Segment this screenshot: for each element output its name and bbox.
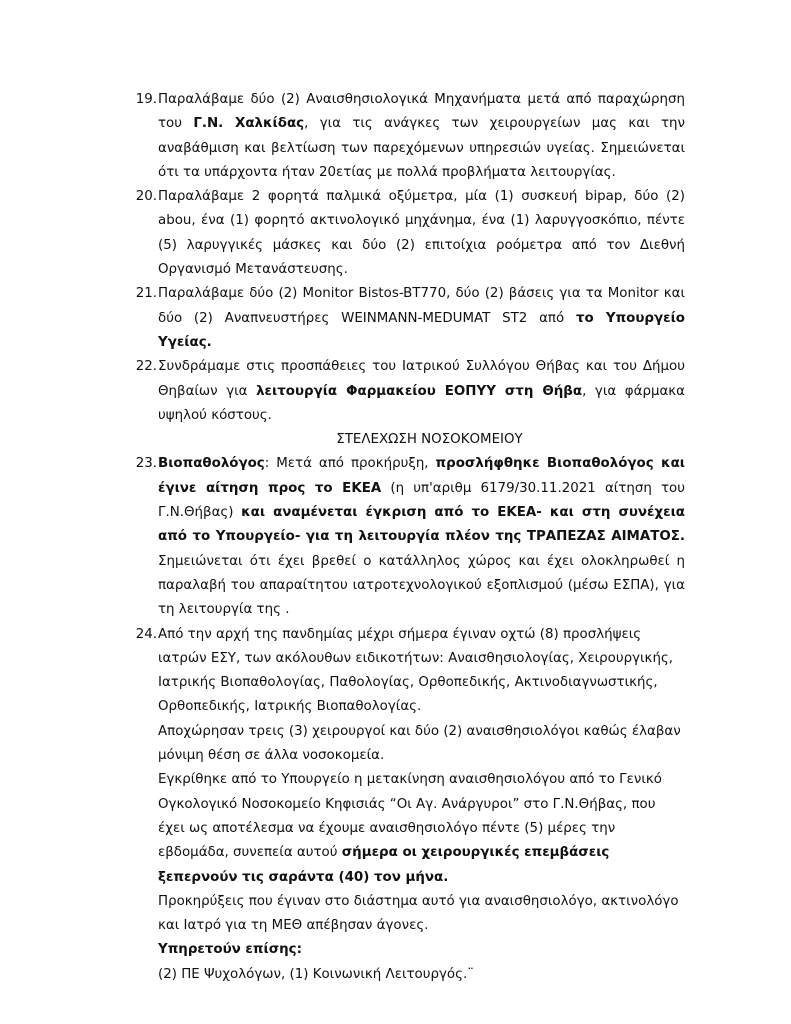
- text-run: Παραλάβαμε δύο (2) Monitor Bistos-BT770, δύο (2) βάσεις για τα Monitor και δύο (2) Αναπνευστήρες WEINMANN-MEDUMAT ST2 από: [158, 286, 685, 326]
- text-run: Προκηρύξεις που έγιναν στο διάστημα αυτό για αναισθησιολόγο, ακτινολόγο και Ιατρό για τη ΜΕΘ απέβησαν άγονες.: [158, 893, 679, 934]
- text-run: Παραλάβαμε δύο (2) Αναισθησιολογικά Μηχανήματα μετά από παραχώρηση του: [158, 92, 685, 132]
- item-text: [158, 452, 685, 622]
- list-item-20: [110, 185, 685, 282]
- item-number: 20.: [135, 189, 157, 205]
- bold-text-run: προσλήφθηκε Βιοπαθολόγος και έγινε αίτηση προς το ΕΚΕΑ: [158, 456, 685, 496]
- bold-text-run: σήμερα οι χειρουργικές επεμβάσεις ξεπερνούν τις σαράντα (40) τον μήνα.: [158, 845, 610, 885]
- text-run: Αποχώρησαν τρεις (3) χειρουργοί και δύο (2) αναισθησιολόγοι καθώς έλαβαν μόνιμη θέση σε άλλα νοσοκομεία.: [158, 723, 681, 764]
- bold-text-run: και αναμένεται έγκριση από το ΕΚΕΑ- και στη συνέχεια από το Υπουργείο- για τη λειτουργία πλέον της ΤΡΑΠΕΖΑΣ ΑΙΜΑΤΟΣ.: [158, 505, 685, 545]
- list-item-19: [110, 88, 685, 185]
- paragraph-announcements: [158, 890, 685, 939]
- bold-text-run: Γ.Ν. Χαλκίδας: [193, 116, 305, 132]
- document-body: [110, 88, 685, 987]
- text-run: , για τις ανάγκες των χειρουργείων μας και την αναβάθμιση και βελτίωση των παρεχόμενων υπηρεσιών υγείας. Σημειώνεται ότι τα υπάρχοντα ήταν 20ετίας με πολλά προβλήματα λειτουργίας.: [158, 116, 685, 180]
- text-run: (2) ΠΕ Ψυχολόγων, (1) Κοινωνική Λειτουργός.¨: [158, 966, 474, 982]
- list-item-22: [110, 355, 685, 428]
- text-run: : Μετά από προκήρυξη,: [264, 456, 436, 472]
- text-run: Εγκρίθηκε από το Υπουργείο η μετακίνηση αναισθησιολόγου από το Γενικό Ογκολογικό Νοσοκομείο Κηφισιάς “Οι Αγ. Ανάργυροι” στο Γ.Ν.Θήβας, που έχει ως αποτέλεσμα να έχουμε αναισθησιολόγο πέντε (5) μέρες την εβδομάδα, συνεπεία αυτού: [158, 772, 662, 861]
- text-run: Από την αρχή της πανδημίας μέχρι σήμερα έγιναν οχτώ (8) προσλήψεις ιατρών ΕΣΥ, των ακόλουθων ειδικοτήτων: Αναισθησιολογίας, Χειρουργικής, Ιατρικής Βιοπαθολογίας, Παθολογίας, Ορθοπεδικής, Ακτινοδιαγνωστικής, Ορθοπεδικής, Ιατρικής Βιοπαθολογίας.: [158, 626, 674, 715]
- item-number: 23.: [135, 456, 157, 472]
- paragraph-staff-list: [158, 963, 685, 987]
- bold-text-run: Βιοπαθολόγος: [158, 456, 265, 472]
- text-run: Παραλάβαμε 2 φορητά παλμικά οξύμετρα, μία (1) συσκευή bipap, δύο (2) abou, ένα (1) φορητό ακτινολογικό μηχάνημα, ένα (1) λαρυγγοσκόπιο, πέντε (5) λαρυγγικές μάσκες και δύο (2) επιτοίχια ροόμετρα από τον Διεθνή Οργανισμό Μετανάστευσης.: [158, 189, 685, 278]
- list-item-21: [110, 282, 685, 355]
- text-run: Συνδράμαμε στις προσπάθειες του Ιατρικού Συλλόγου Θήβας και του Δήμου Θηβαίων για: [158, 359, 685, 399]
- text-run: Σημειώνεται ότι έχει βρεθεί ο κατάλληλος χώρος και έχει ολοκληρωθεί η παραλαβή του απαραίτητου ιατροτεχνολογικού εξοπλισμού (μέσω ΕΣΠΑ), για τη λειτουργία της .: [158, 553, 685, 618]
- section-heading: ΣΤΕΛΕΧΩΣΗ ΝΟΣΟΚΟΜΕΙΟΥ: [336, 432, 523, 448]
- list-item-24: [110, 623, 685, 720]
- paragraph-transfer: [158, 768, 685, 889]
- text-run: (η υπ'αριθμ 6179/30.11.2021 αίτηση του Γ.Ν.Θήβας): [158, 480, 685, 521]
- paragraph-also-serving-heading: [158, 938, 685, 962]
- item-text: [158, 185, 685, 282]
- bold-text-run: το Υπουργείο Υγείας.: [158, 310, 685, 350]
- item-text: [158, 88, 685, 185]
- item-number: 21.: [135, 286, 157, 302]
- item-text: [158, 282, 685, 355]
- item-text: [158, 623, 685, 720]
- list-item-23: [110, 452, 685, 622]
- item-number: 22.: [135, 359, 157, 375]
- item-number: 19.: [135, 92, 157, 107]
- item-text: [158, 355, 685, 428]
- item-number: 24.: [135, 626, 157, 642]
- bold-text-run: λειτουργία Φαρμακείου ΕΟΠΥΥ στη Θήβα: [256, 383, 583, 399]
- text-run: , για φάρμακα υψηλού κόστους.: [158, 383, 686, 423]
- bold-text-run: Υπηρετούν επίσης:: [158, 942, 302, 958]
- paragraph-departures: [158, 720, 685, 769]
